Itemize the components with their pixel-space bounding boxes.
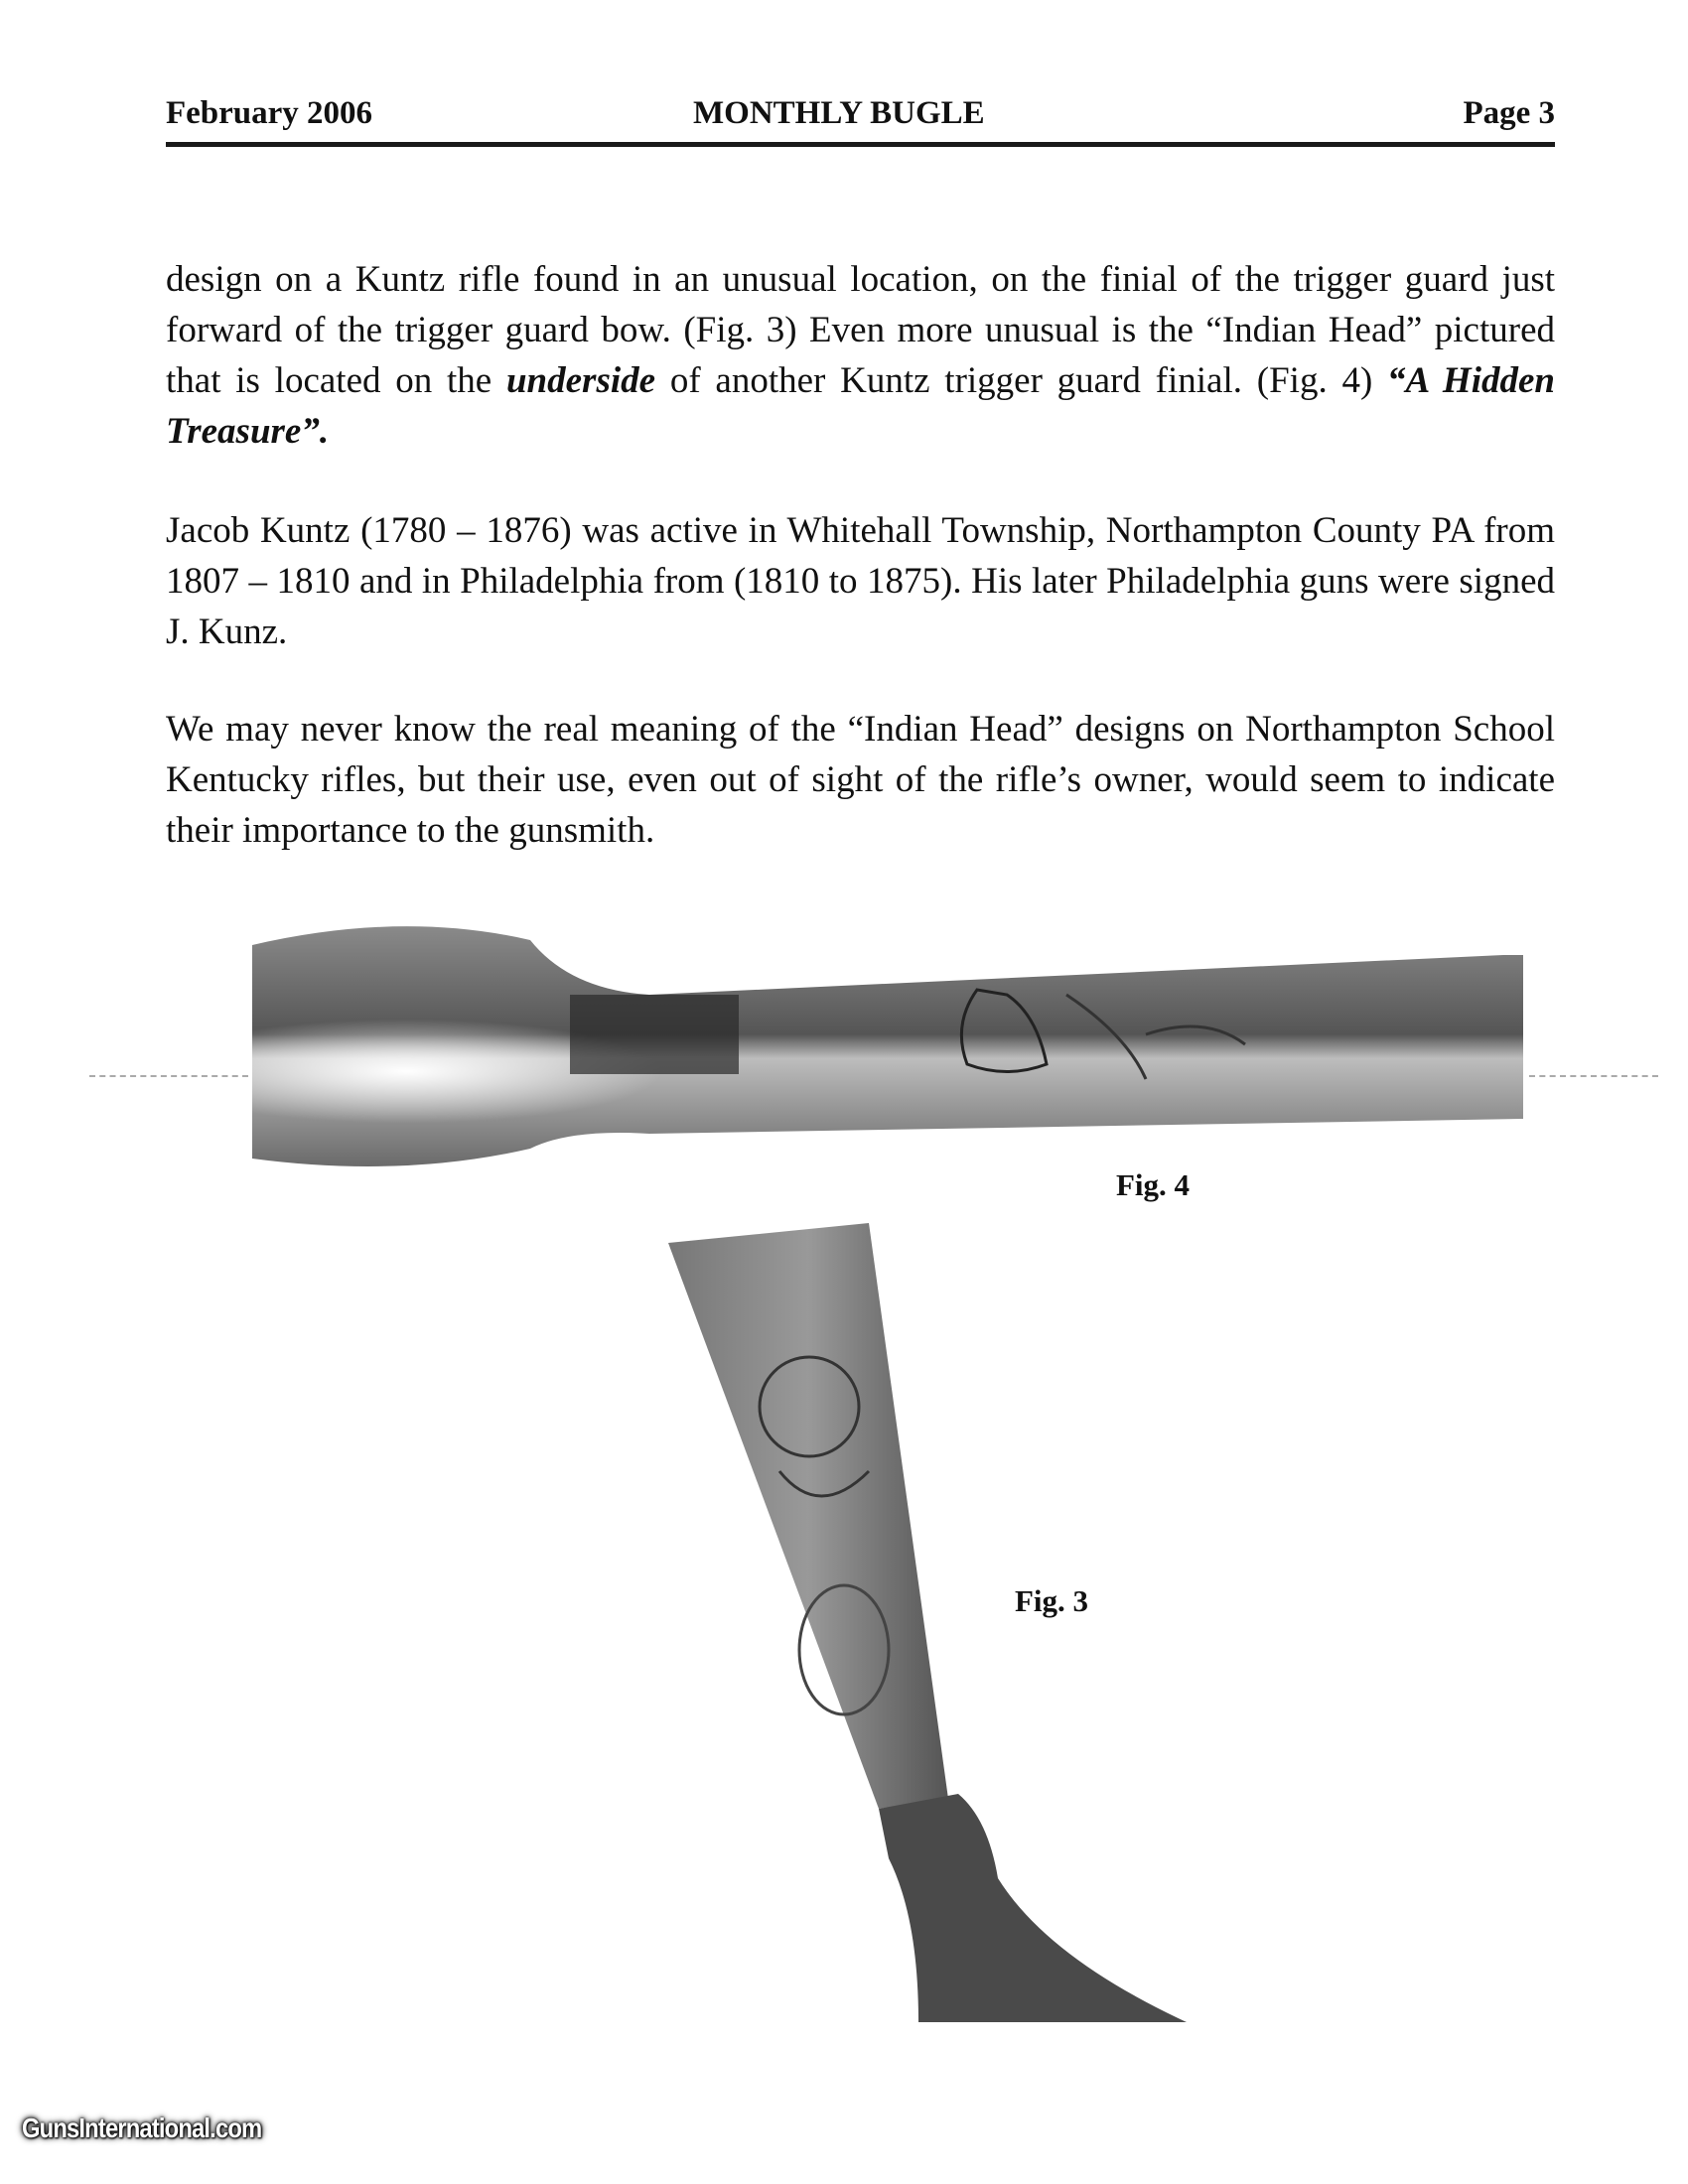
fig4-caption: Fig. 4 [1116, 1167, 1191, 1202]
p1-text-b: of another Kuntz trigger guard finial. (Fig. 4) [655, 360, 1388, 401]
header-title: MONTHLY BUGLE [693, 95, 985, 131]
paragraph-3: We may never know the real meaning of the “Indian Head” designs on Northampton School Kentucky rifles, but their use, even out of sight of the rifle’s owner, would seem to indicate their importance to the gunsmith. [166, 709, 1555, 851]
watermark-logo: GunsInternational.com [22, 2113, 262, 2143]
paragraph-1 [166, 254, 1555, 457]
fig3-trigger-guard-image [660, 1223, 1196, 2032]
paragraph-2: Jacob Kuntz (1780 – 1876) was active in Whitehall Township, Northampton County PA from 1807 – 1810 and in Philadelphia from (1810 to 1875). His later Philadelphia guns were signed J. Kunz. [166, 510, 1555, 652]
p1-hidden-treasure: “A Hidden Treasure”. [166, 360, 1555, 452]
p1-text-a: design on a Kuntz rifle found in an unusual location, on the finial of the trigger guard just forward of the trigger guard bow. (Fig. 3) Even more unusual is the “Indian Head” pictured that is located on the [166, 259, 1555, 401]
header-page: Page 3 [1463, 95, 1555, 131]
header-rule [166, 142, 1555, 147]
figure-guide-line [89, 1075, 248, 1077]
fig3-caption: Fig. 3 [1015, 1583, 1089, 1618]
header-date: February 2006 [166, 95, 373, 131]
fig4-trigger-guard-image [252, 915, 1533, 1175]
figure-guide-line [1529, 1075, 1658, 1077]
p1-emphasis: underside [505, 360, 656, 401]
